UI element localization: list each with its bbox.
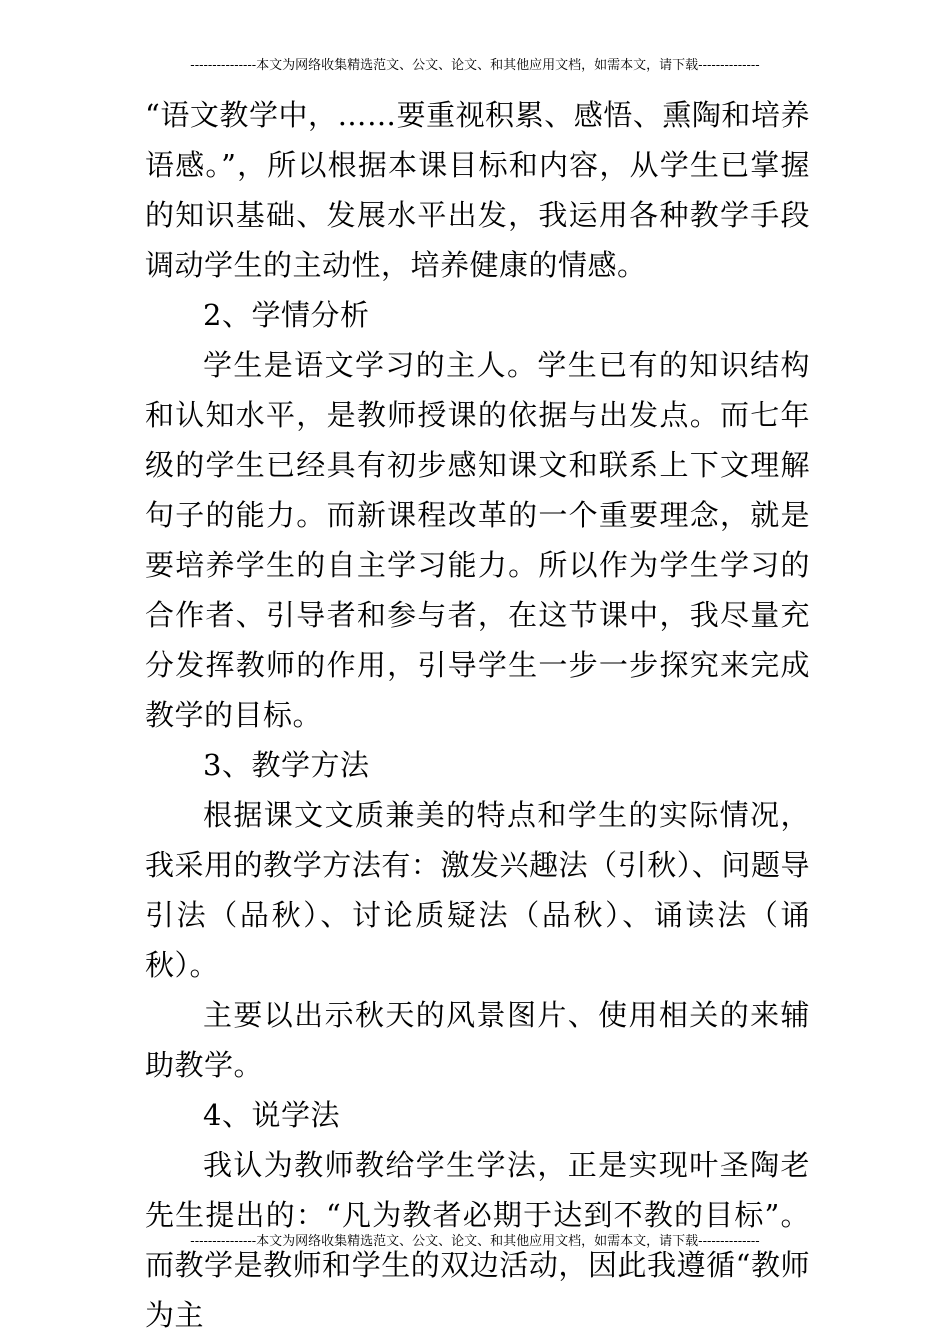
- running-header: ---------------本文为网络收集精选范文、公文、论文、和其他应用文档，如需本文，请下载--------------: [190, 58, 760, 73]
- section-heading-study-methods: 4、说学法: [203, 1098, 340, 1132]
- section-heading-teaching-methods: 3、教学方法: [203, 748, 370, 782]
- paragraph-continued: “语文教学中，……要重视积累、感悟、熏陶和培养语感。”，所以根据本课目标和内容，从学生已掌握的知识基础、发展水平出发，我运用各种教学手段调动学生的主动性，培养健康的情感。: [145, 98, 810, 282]
- section-heading-learning-analysis: 2、学情分析: [203, 298, 370, 332]
- running-footer: ---------------本文为网络收集精选范文、公文、论文、和其他应用文档，如需本文，请下载--------------: [190, 1234, 760, 1249]
- document-body: [145, 90, 810, 1340]
- paragraph-teaching-methods: 根据课文文质兼美的特点和学生的实际情况，我采用的教学方法有：激发兴趣法（引秋）、问题导引法（品秋）、讨论质疑法（品秋）、诵读法（诵秋）。: [145, 798, 810, 982]
- paragraph-teaching-aids: 主要以出示秋天的风景图片、使用相关的来辅助教学。: [145, 998, 810, 1082]
- paragraph-learning-analysis: 学生是语文学习的主人。学生已有的知识结构和认知水平，是教师授课的依据与出发点。而七年级的学生已经具有初步感知课文和联系上下文理解句子的能力。而新课程改革的一个重要理念，就是要培养学生的自主学习能力。所以作为学生学习的合作者、引导者和参与者，在这节课中，我尽量充分发挥教师的作用，引导学生一步一步探究来完成教学的目标。: [145, 348, 810, 732]
- paragraph-study-methods: 我认为教师教给学生学法，正是实现叶圣陶老先生提出的：“凡为教者必期于达到不教的目标”。而教学是教师和学生的双边活动，因此我遵循“教师为主: [145, 1148, 810, 1332]
